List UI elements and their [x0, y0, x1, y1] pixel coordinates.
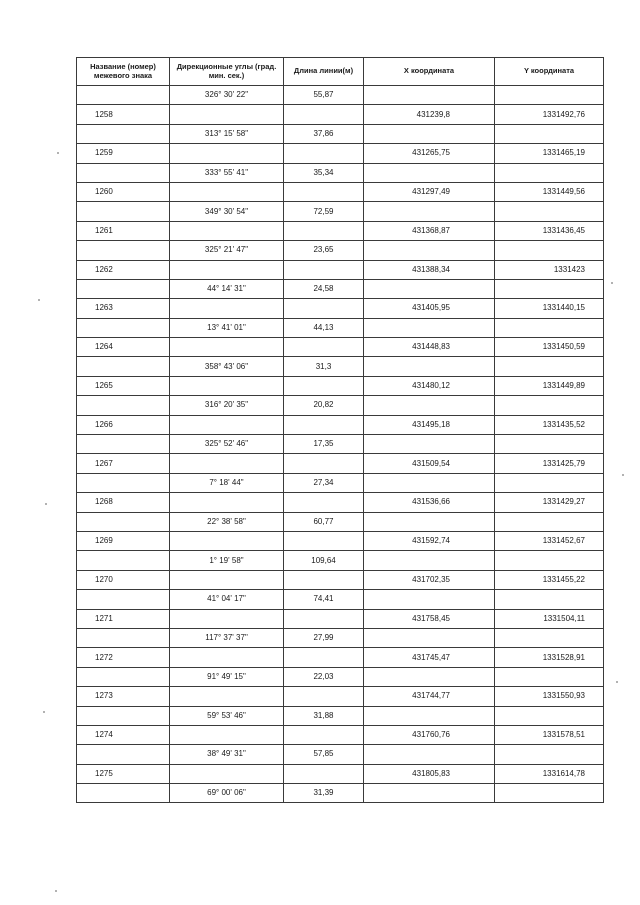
direction-angle-cell	[170, 415, 284, 434]
x-coordinate-cell	[364, 745, 495, 764]
mark-name-cell	[77, 124, 170, 143]
x-coordinate-cell: 431368,87	[364, 221, 495, 240]
x-coordinate-cell: 431744,77	[364, 687, 495, 706]
line-length-cell	[284, 493, 364, 512]
direction-angle-cell	[170, 260, 284, 279]
line-length-cell: 35,34	[284, 163, 364, 182]
scan-speck	[57, 152, 59, 154]
line-length-cell	[284, 221, 364, 240]
line-length-cell: 24,58	[284, 279, 364, 298]
mark-name-cell	[77, 512, 170, 531]
table-row	[77, 454, 604, 473]
y-coordinate-cell	[495, 163, 604, 182]
table-row	[77, 202, 604, 221]
direction-angle-cell: 117° 37' 37"	[170, 628, 284, 647]
direction-angle-cell	[170, 454, 284, 473]
table-row	[77, 124, 604, 143]
direction-angle-cell: 358° 43' 06"	[170, 357, 284, 376]
direction-angle-cell	[170, 764, 284, 783]
table-row	[77, 279, 604, 298]
line-length-cell	[284, 338, 364, 357]
mark-name-cell: 1259	[77, 144, 170, 163]
line-length-cell: 109,64	[284, 551, 364, 570]
table-row	[77, 493, 604, 512]
x-coordinate-cell	[364, 163, 495, 182]
direction-angle-cell: 333° 55' 41"	[170, 163, 284, 182]
mark-name-cell	[77, 357, 170, 376]
x-coordinate-cell	[364, 124, 495, 143]
line-length-cell	[284, 570, 364, 589]
table-row	[77, 551, 604, 570]
x-coordinate-cell	[364, 279, 495, 298]
line-length-cell	[284, 531, 364, 550]
line-length-cell	[284, 144, 364, 163]
y-coordinate-cell	[495, 551, 604, 570]
direction-angle-cell	[170, 144, 284, 163]
mark-name-cell	[77, 745, 170, 764]
direction-angle-cell	[170, 725, 284, 744]
mark-name-cell	[77, 279, 170, 298]
mark-name-cell	[77, 667, 170, 686]
y-coordinate-cell: 1331550,93	[495, 687, 604, 706]
y-coordinate-cell	[495, 318, 604, 337]
direction-angle-cell	[170, 531, 284, 550]
mark-name-cell: 1261	[77, 221, 170, 240]
line-length-cell: 57,85	[284, 745, 364, 764]
table-row	[77, 318, 604, 337]
y-coordinate-cell	[495, 590, 604, 609]
mark-name-cell	[77, 241, 170, 260]
y-coordinate-cell: 1331435,52	[495, 415, 604, 434]
y-coordinate-cell: 1331436,45	[495, 221, 604, 240]
direction-angle-cell	[170, 687, 284, 706]
y-coordinate-cell	[495, 124, 604, 143]
x-coordinate-cell: 431592,74	[364, 531, 495, 550]
table-row	[77, 299, 604, 318]
y-coordinate-cell	[495, 279, 604, 298]
x-coordinate-cell: 431239,8	[364, 105, 495, 124]
direction-angle-cell: 325° 52' 46"	[170, 435, 284, 454]
table-row	[77, 241, 604, 260]
table-row	[77, 531, 604, 550]
table-row	[77, 512, 604, 531]
y-coordinate-cell: 1331465,19	[495, 144, 604, 163]
line-length-cell: 55,87	[284, 86, 364, 105]
direction-angle-cell	[170, 493, 284, 512]
table-row	[77, 784, 604, 803]
y-coordinate-cell: 1331452,67	[495, 531, 604, 550]
y-coordinate-cell	[495, 357, 604, 376]
x-coordinate-cell: 431388,34	[364, 260, 495, 279]
y-coordinate-cell: 1331449,89	[495, 376, 604, 395]
line-length-cell: 20,82	[284, 396, 364, 415]
scan-speck	[611, 282, 613, 284]
mark-name-cell	[77, 202, 170, 221]
table-row	[77, 628, 604, 647]
scan-speck	[45, 503, 47, 505]
line-length-cell: 37,86	[284, 124, 364, 143]
mark-name-cell	[77, 551, 170, 570]
x-coordinate-cell	[364, 667, 495, 686]
y-coordinate-cell	[495, 241, 604, 260]
y-coordinate-cell	[495, 706, 604, 725]
direction-angle-cell: 69° 00' 06"	[170, 784, 284, 803]
scan-speck	[38, 299, 40, 301]
line-length-cell: 31,3	[284, 357, 364, 376]
boundary-coordinates-table	[76, 57, 604, 803]
x-coordinate-cell	[364, 512, 495, 531]
direction-angle-cell: 316° 20' 35"	[170, 396, 284, 415]
direction-angle-cell: 349° 30' 54"	[170, 202, 284, 221]
direction-angle-cell: 326° 30' 22"	[170, 86, 284, 105]
table-row	[77, 144, 604, 163]
mark-name-cell: 1271	[77, 609, 170, 628]
mark-name-cell	[77, 706, 170, 725]
x-coordinate-cell	[364, 318, 495, 337]
x-coordinate-cell: 431265,75	[364, 144, 495, 163]
y-coordinate-cell	[495, 202, 604, 221]
y-coordinate-cell: 1331504,11	[495, 609, 604, 628]
x-coordinate-cell	[364, 590, 495, 609]
header-row	[77, 58, 604, 86]
table-row	[77, 590, 604, 609]
table-row	[77, 764, 604, 783]
y-coordinate-cell	[495, 396, 604, 415]
direction-angle-cell	[170, 648, 284, 667]
table-row	[77, 473, 604, 492]
x-coordinate-cell: 431805,83	[364, 764, 495, 783]
x-coordinate-cell	[364, 435, 495, 454]
x-coordinate-cell	[364, 551, 495, 570]
table-row	[77, 609, 604, 628]
direction-angle-cell	[170, 182, 284, 201]
scan-speck	[622, 474, 624, 476]
line-length-cell	[284, 299, 364, 318]
mark-name-cell	[77, 628, 170, 647]
table-body	[77, 86, 604, 803]
direction-angle-cell	[170, 609, 284, 628]
line-length-cell: 17,35	[284, 435, 364, 454]
direction-angle-cell: 38° 49' 31"	[170, 745, 284, 764]
header-y-coordinate: Y координата	[495, 58, 604, 86]
line-length-cell: 31,88	[284, 706, 364, 725]
mark-name-cell	[77, 86, 170, 105]
x-coordinate-cell: 431536,66	[364, 493, 495, 512]
mark-name-cell: 1267	[77, 454, 170, 473]
direction-angle-cell	[170, 221, 284, 240]
direction-angle-cell: 7° 18' 44"	[170, 473, 284, 492]
direction-angle-cell: 22° 38' 58"	[170, 512, 284, 531]
table-row	[77, 396, 604, 415]
direction-angle-cell: 313° 15' 58"	[170, 124, 284, 143]
line-length-cell	[284, 415, 364, 434]
mark-name-cell: 1266	[77, 415, 170, 434]
mark-name-cell: 1265	[77, 376, 170, 395]
mark-name-cell: 1263	[77, 299, 170, 318]
x-coordinate-cell: 431760,76	[364, 725, 495, 744]
line-length-cell	[284, 648, 364, 667]
line-length-cell	[284, 609, 364, 628]
line-length-cell	[284, 687, 364, 706]
line-length-cell: 22,03	[284, 667, 364, 686]
header-mark-name: Название (номер) межевого знака	[77, 58, 170, 86]
y-coordinate-cell: 1331429,27	[495, 493, 604, 512]
y-coordinate-cell	[495, 512, 604, 531]
line-length-cell	[284, 454, 364, 473]
y-coordinate-cell	[495, 473, 604, 492]
mark-name-cell: 1272	[77, 648, 170, 667]
y-coordinate-cell: 1331450,59	[495, 338, 604, 357]
line-length-cell	[284, 764, 364, 783]
x-coordinate-cell	[364, 706, 495, 725]
x-coordinate-cell: 431495,18	[364, 415, 495, 434]
line-length-cell: 27,99	[284, 628, 364, 647]
scan-speck	[616, 681, 618, 683]
mark-name-cell: 1273	[77, 687, 170, 706]
table-row	[77, 86, 604, 105]
table-row	[77, 338, 604, 357]
header-line-length: Длина линии(м)	[284, 58, 364, 86]
table-row	[77, 745, 604, 764]
x-coordinate-cell	[364, 202, 495, 221]
mark-name-cell	[77, 435, 170, 454]
y-coordinate-cell	[495, 784, 604, 803]
y-coordinate-cell: 1331425,79	[495, 454, 604, 473]
y-coordinate-cell: 1331440,15	[495, 299, 604, 318]
y-coordinate-cell: 1331455,22	[495, 570, 604, 589]
table-row	[77, 221, 604, 240]
direction-angle-cell	[170, 105, 284, 124]
direction-angle-cell: 59° 53' 46"	[170, 706, 284, 725]
line-length-cell	[284, 376, 364, 395]
y-coordinate-cell: 1331614,78	[495, 764, 604, 783]
line-length-cell: 60,77	[284, 512, 364, 531]
line-length-cell	[284, 260, 364, 279]
mark-name-cell: 1274	[77, 725, 170, 744]
x-coordinate-cell: 431405,95	[364, 299, 495, 318]
direction-angle-cell	[170, 338, 284, 357]
scan-speck	[43, 711, 45, 713]
mark-name-cell: 1275	[77, 764, 170, 783]
x-coordinate-cell: 431745,47	[364, 648, 495, 667]
table-row	[77, 105, 604, 124]
scan-speck	[55, 890, 57, 892]
direction-angle-cell: 44° 14' 31"	[170, 279, 284, 298]
mark-name-cell	[77, 784, 170, 803]
mark-name-cell: 1260	[77, 182, 170, 201]
line-length-cell: 31,39	[284, 784, 364, 803]
mark-name-cell: 1258	[77, 105, 170, 124]
table-row	[77, 376, 604, 395]
y-coordinate-cell	[495, 86, 604, 105]
direction-angle-cell: 13° 41' 01"	[170, 318, 284, 337]
y-coordinate-cell	[495, 628, 604, 647]
y-coordinate-cell	[495, 745, 604, 764]
y-coordinate-cell: 1331423	[495, 260, 604, 279]
mark-name-cell: 1268	[77, 493, 170, 512]
mark-name-cell: 1270	[77, 570, 170, 589]
line-length-cell	[284, 182, 364, 201]
x-coordinate-cell: 431480,12	[364, 376, 495, 395]
direction-angle-cell: 41° 04' 17"	[170, 590, 284, 609]
direction-angle-cell	[170, 570, 284, 589]
line-length-cell: 74,41	[284, 590, 364, 609]
x-coordinate-cell	[364, 628, 495, 647]
line-length-cell: 44,13	[284, 318, 364, 337]
table-row	[77, 725, 604, 744]
y-coordinate-cell	[495, 667, 604, 686]
line-length-cell	[284, 725, 364, 744]
x-coordinate-cell: 431509,54	[364, 454, 495, 473]
table-row	[77, 182, 604, 201]
y-coordinate-cell: 1331578,51	[495, 725, 604, 744]
table-row	[77, 415, 604, 434]
mark-name-cell: 1262	[77, 260, 170, 279]
direction-angle-cell: 1° 19' 58"	[170, 551, 284, 570]
line-length-cell	[284, 105, 364, 124]
table-row	[77, 648, 604, 667]
mark-name-cell	[77, 590, 170, 609]
y-coordinate-cell: 1331492,76	[495, 105, 604, 124]
direction-angle-cell: 325° 21' 47"	[170, 241, 284, 260]
mark-name-cell: 1264	[77, 338, 170, 357]
mark-name-cell: 1269	[77, 531, 170, 550]
direction-angle-cell	[170, 376, 284, 395]
mark-name-cell	[77, 318, 170, 337]
direction-angle-cell: 91° 49' 15"	[170, 667, 284, 686]
header-direction-angle: Дирекционные углы (град. мин. сек.)	[170, 58, 284, 86]
x-coordinate-cell	[364, 241, 495, 260]
x-coordinate-cell: 431758,45	[364, 609, 495, 628]
mark-name-cell	[77, 396, 170, 415]
x-coordinate-cell	[364, 473, 495, 492]
table-row	[77, 357, 604, 376]
table-row	[77, 260, 604, 279]
header-x-coordinate: X координата	[364, 58, 495, 86]
x-coordinate-cell	[364, 784, 495, 803]
mark-name-cell	[77, 473, 170, 492]
x-coordinate-cell: 431448,83	[364, 338, 495, 357]
x-coordinate-cell: 431702,35	[364, 570, 495, 589]
table-row	[77, 687, 604, 706]
y-coordinate-cell: 1331449,56	[495, 182, 604, 201]
table-row	[77, 667, 604, 686]
line-length-cell: 27,34	[284, 473, 364, 492]
y-coordinate-cell	[495, 435, 604, 454]
table-row	[77, 570, 604, 589]
table-row	[77, 706, 604, 725]
x-coordinate-cell	[364, 396, 495, 415]
table-row	[77, 435, 604, 454]
x-coordinate-cell	[364, 86, 495, 105]
line-length-cell: 72,59	[284, 202, 364, 221]
y-coordinate-cell: 1331528,91	[495, 648, 604, 667]
x-coordinate-cell: 431297,49	[364, 182, 495, 201]
table-row	[77, 163, 604, 182]
direction-angle-cell	[170, 299, 284, 318]
mark-name-cell	[77, 163, 170, 182]
x-coordinate-cell	[364, 357, 495, 376]
line-length-cell: 23,65	[284, 241, 364, 260]
